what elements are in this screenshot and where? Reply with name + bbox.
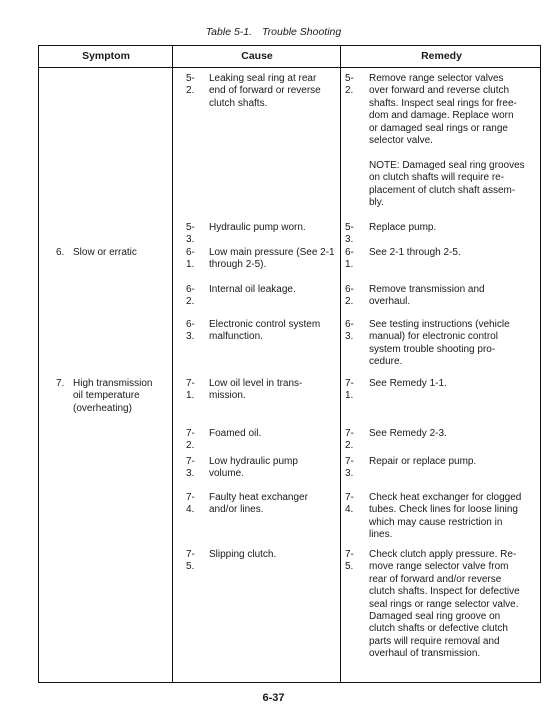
header-remedy: Remedy bbox=[421, 50, 462, 62]
symptom-number: 6. bbox=[56, 247, 65, 258]
symptom-number: 7. bbox=[56, 378, 65, 389]
remedy-number: 5-3. bbox=[345, 222, 354, 246]
cause-text: Low hydraulic pump volume. bbox=[209, 456, 298, 480]
cause-number: 6-3. bbox=[186, 319, 195, 343]
remedy-text: Replace pump. bbox=[369, 222, 437, 233]
symptom-text: Slow or erratic bbox=[73, 247, 137, 258]
cause-text: Hydraulic pump worn. bbox=[209, 222, 306, 233]
cause-text: Internal oil leakage. bbox=[209, 284, 296, 295]
remedy-text: Check clutch apply pressure. Re- move range selector valve from rear of forward and/or reverse clutch shafts. Inspect for defective seal rings or range selector valve. Damaged seal ring groove on clutch shafts or defective clutch parts will require removal and overhaul of transmission. bbox=[369, 549, 520, 660]
table-caption bbox=[0, 26, 547, 38]
remedy-text: See 2-1 through 2-5. bbox=[369, 247, 461, 258]
table-caption-title: Trouble Shooting bbox=[262, 26, 342, 38]
remedy-text: See Remedy 2-3. bbox=[369, 428, 447, 439]
cause-number: 6-2. bbox=[186, 284, 195, 308]
remedy-text: Remove range selector valves over forward and reverse clutch shafts. Inspect seal rings for free- dom and damage. Replace worn or damaged seal rings or range selector valve. NOTE: Damaged seal ring grooves on clutch shafts will require re- placement of clutch shaft assem- bly. bbox=[369, 73, 525, 209]
cause-text: Low oil level in trans- mission. bbox=[209, 378, 303, 402]
column-divider-2 bbox=[340, 46, 341, 682]
cause-number: 7-4. bbox=[186, 492, 195, 516]
remedy-text: Repair or replace pump. bbox=[369, 456, 477, 467]
page-number: 6-37 bbox=[262, 692, 285, 704]
cause-number: 6-1. bbox=[186, 247, 195, 271]
remedy-number: 7-3. bbox=[345, 456, 354, 480]
header-cause: Cause bbox=[241, 50, 273, 62]
remedy-text: Remove transmission and overhaul. bbox=[369, 284, 485, 308]
cause-number: 5-3. bbox=[186, 222, 195, 246]
cause-text: Slipping clutch. bbox=[209, 549, 277, 560]
remedy-number: 7-2. bbox=[345, 428, 354, 452]
cause-text: Foamed oil. bbox=[209, 428, 262, 439]
remedy-number: 6-1. bbox=[345, 247, 354, 271]
cause-number: 7-3. bbox=[186, 456, 195, 480]
trouble-shooting-table bbox=[38, 45, 541, 683]
remedy-number: 5-2. bbox=[345, 73, 354, 97]
cause-number: 7-5. bbox=[186, 549, 195, 573]
cause-text: Electronic control system malfunction. bbox=[209, 319, 321, 343]
remedy-text: See Remedy 1-1. bbox=[369, 378, 447, 389]
remedy-text: See testing instructions (vehicle manual) for electronic control system trouble shooting pro- cedure. bbox=[369, 319, 510, 368]
remedy-number: 6-3. bbox=[345, 319, 354, 343]
remedy-number: 7-4. bbox=[345, 492, 354, 516]
cause-text: Leaking seal ring at rear end of forward or reverse clutch shafts. bbox=[209, 73, 321, 109]
cause-number: 7-1. bbox=[186, 378, 195, 402]
remedy-number: 7-1. bbox=[345, 378, 354, 402]
column-divider-1 bbox=[172, 46, 173, 682]
cause-text: Low main pressure (See 2-1 through 2-5). bbox=[209, 247, 335, 271]
cause-number: 5-2. bbox=[186, 73, 195, 97]
header-symptom: Symptom bbox=[82, 50, 130, 62]
cause-number: 7-2. bbox=[186, 428, 195, 452]
remedy-number: 7-5. bbox=[345, 549, 354, 573]
symptom-text: High transmission oil temperature (overheating) bbox=[73, 378, 153, 414]
remedy-text: Check heat exchanger for clogged tubes. Check lines for loose lining which may cause restriction in lines. bbox=[369, 492, 522, 541]
table-header bbox=[39, 46, 540, 68]
remedy-number: 6-2. bbox=[345, 284, 354, 308]
table-caption-label: Table 5-1. bbox=[205, 26, 253, 38]
cause-text: Faulty heat exchanger and/or lines. bbox=[209, 492, 308, 516]
